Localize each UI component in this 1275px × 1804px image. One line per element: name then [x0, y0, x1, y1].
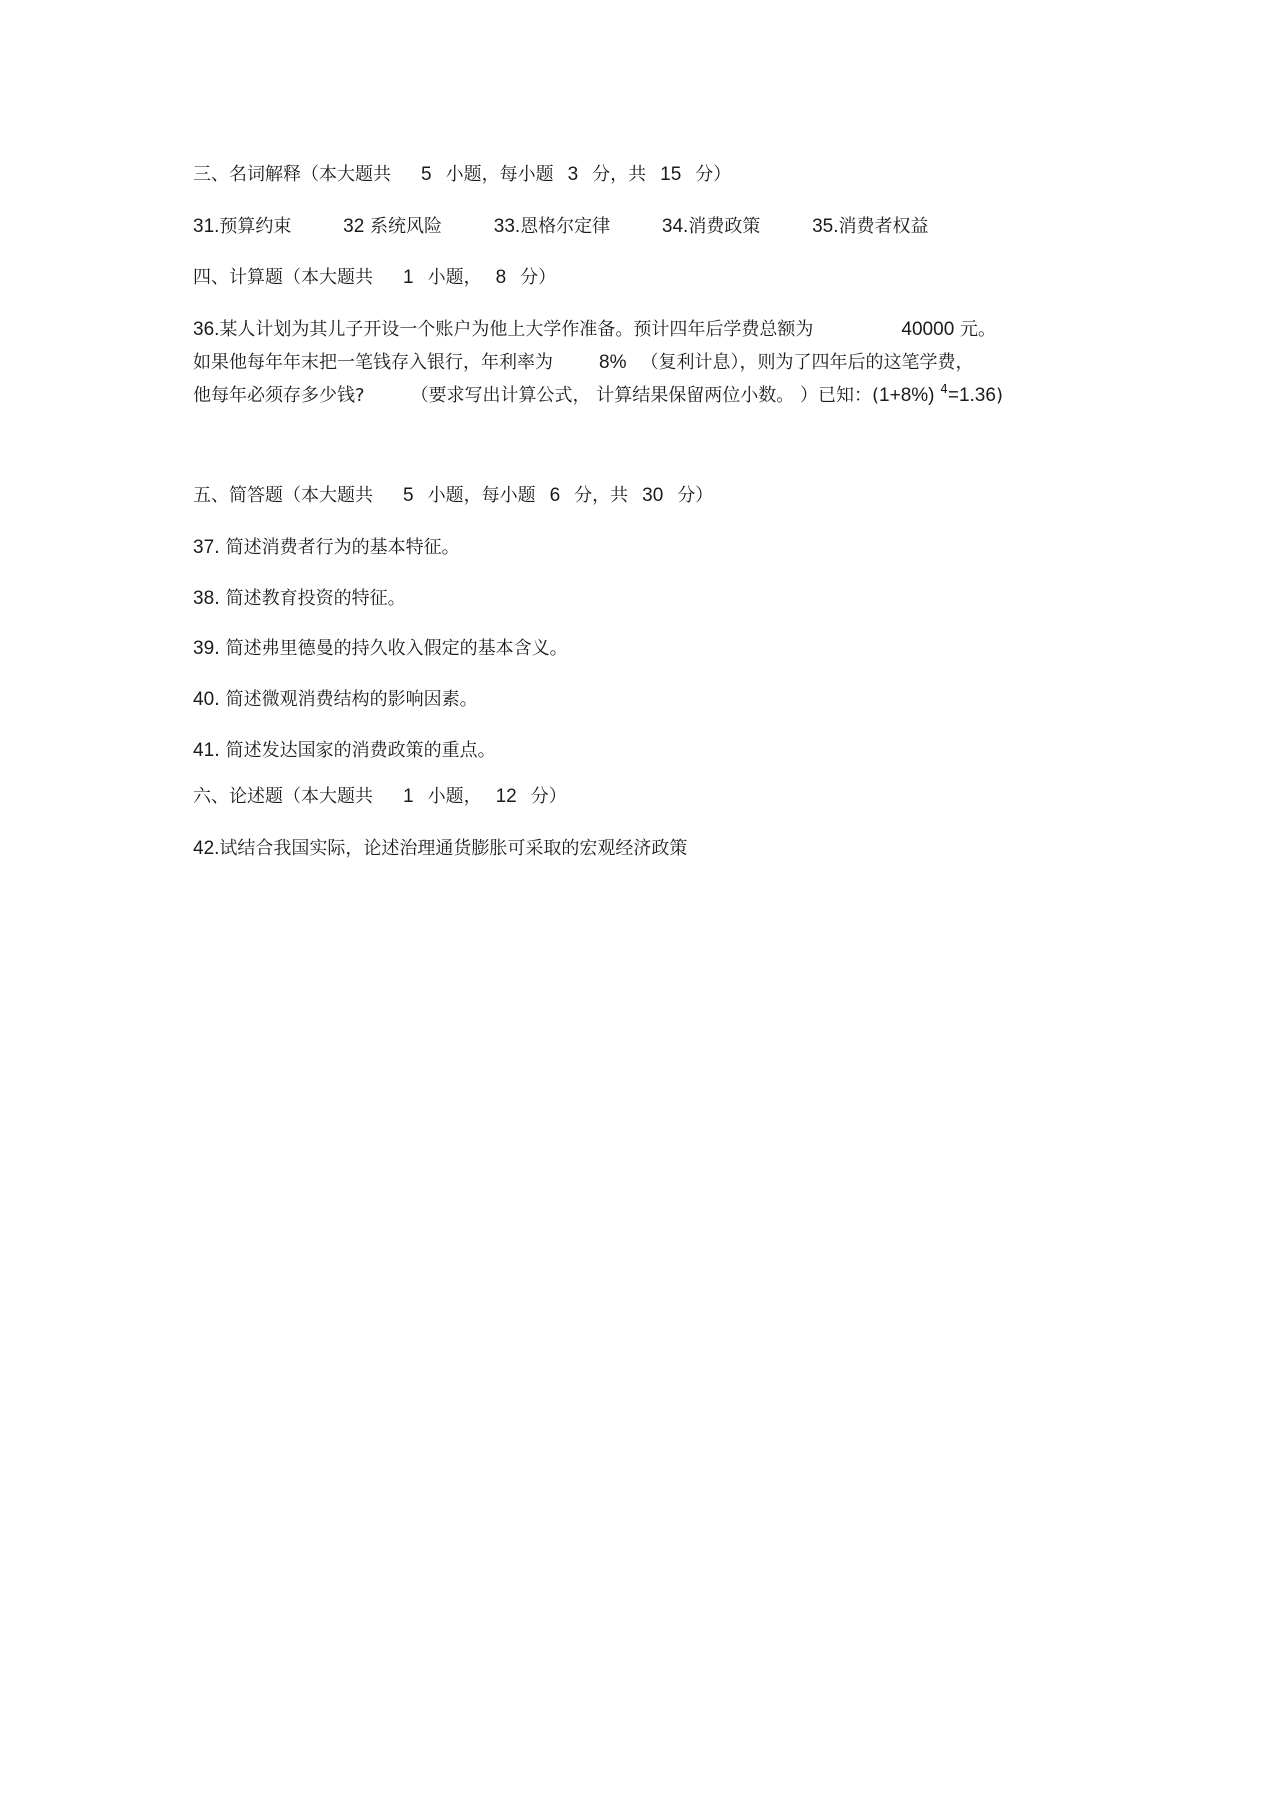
question-42: 42.试结合我国实际，论述治理通货膨胀可采取的宏观经济政策 — [193, 838, 688, 859]
question-37: 37. 简述消费者行为的基本特征。 — [193, 537, 460, 558]
term-35: 35.消费者权益 — [812, 216, 929, 237]
question-41: 41. 简述发达国家的消费政策的重点。 — [193, 740, 496, 761]
question-38: 38. 简述教育投资的特征。 — [193, 588, 406, 609]
term-34: 34.消费政策 — [661, 216, 761, 237]
question-39: 39. 简述弗里德曼的持久收入假定的基本含义。 — [193, 638, 568, 659]
term-32: 32 系统风险 — [343, 216, 443, 237]
term-31: 31.预算约束 — [193, 216, 292, 237]
terms-line — [193, 215, 929, 239]
term-33: 33.恩格尔定律 — [493, 216, 611, 237]
section-6-heading: 六、论述题（本大题共 1 小题， 12 分） — [193, 786, 567, 807]
question-36-line-2: 如果他每年年末把一笔钱存入银行，年利率为 8% （复利计息），则为了四年后的这笔学费， — [193, 352, 974, 373]
section-3-heading: 三、名词解释（本大题共 5 小题，每小题 3 分，共 15 分） — [193, 164, 732, 185]
question-40: 40. 简述微观消费结构的影响因素。 — [193, 689, 478, 710]
question-36-line-1: 36.某人计划为其儿子开设一个账户为他上大学作准备。预计四年后学费总额为 40000 元。 — [193, 319, 996, 340]
section-4-heading: 四、计算题（本大题共 1 小题， 8 分） — [193, 267, 557, 288]
section-5-heading: 五、简答题（本大题共 5 小题，每小题 6 分，共 30 分） — [193, 485, 714, 506]
question-36-line-3: 他每年必须存多少钱? （要求写出计算公式， 计算结果保留两位小数。 ）已知：(1+8%) $^4$=1.36) — [193, 382, 1003, 406]
